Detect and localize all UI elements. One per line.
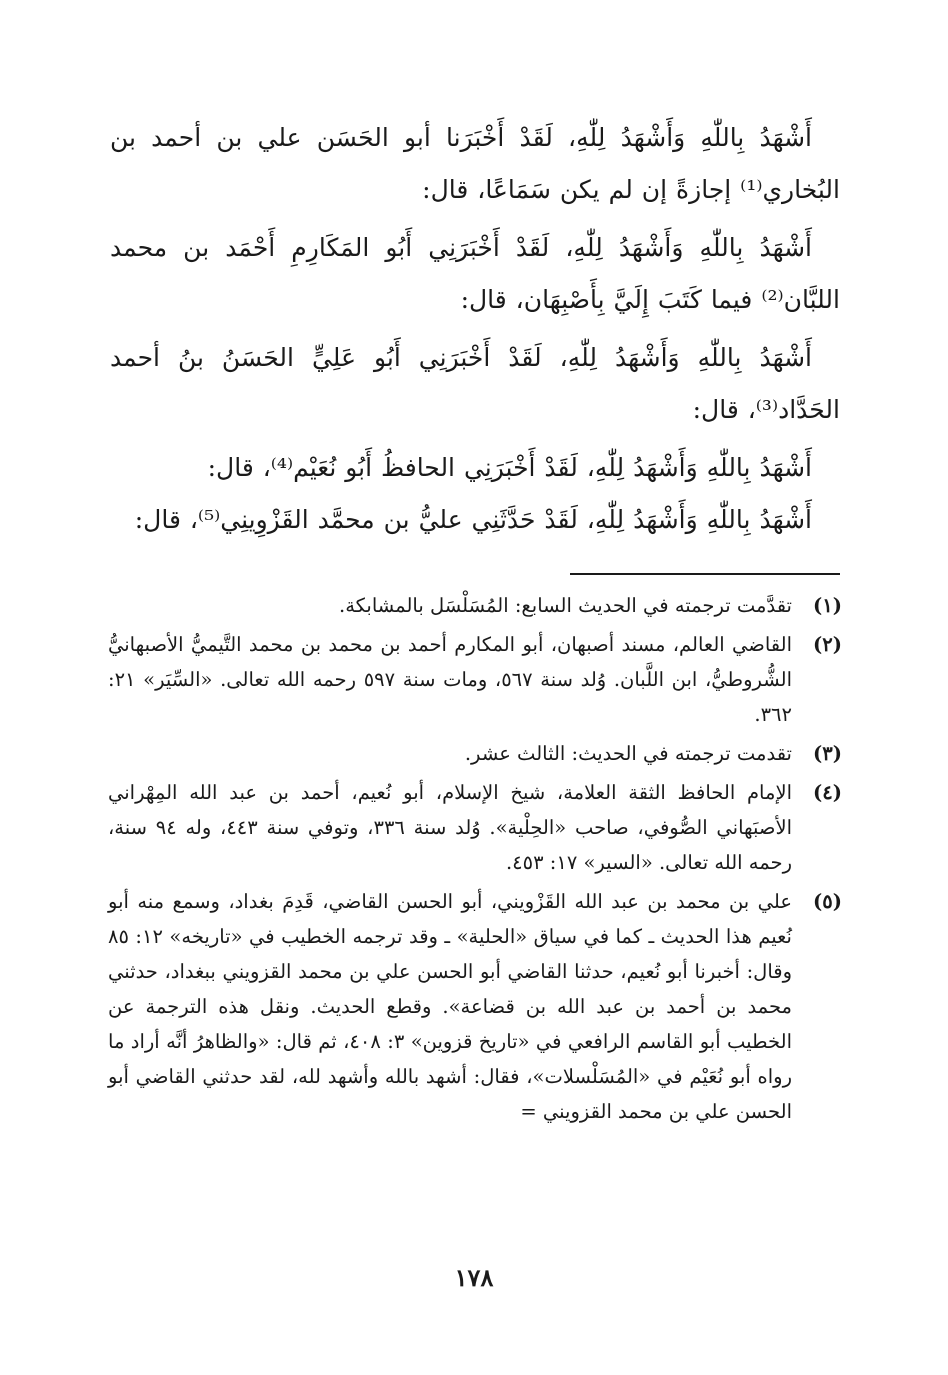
footnote-5 [108, 884, 842, 1129]
footnote-text: الإمام الحافظ الثقة العلامة، شيخ الإسلام، أبو نُعيم، أحمد بن عبد الله المِهْراني الأصبَهاني الصُّوفي، صاحب «الحِلْية». وُلد سنة ٣٣٦، وتوفي سنة ٤٤٣، وله ٩٤ سنة، رحمه الله تعالى. «السير» ١٧: ٤٥٣. [108, 781, 792, 874]
page-number: ١٧٨ [454, 1263, 494, 1292]
paragraph-isnad-5: أَشْهَدُ بِاللّٰهِ وَأَشْهَدُ لِلّٰهِ، لَقَدْ حَدَّثَنِي عليُّ بن محمَّد القَزْوِينِي⁽⁵⁾، قال: [134, 505, 812, 534]
footnote-3 [108, 736, 842, 771]
paragraph-isnad-4: أَشْهَدُ بِاللّٰهِ وَأَشْهَدُ لِلّٰهِ، لَقَدْ أَخْبَرَنِي الحافظُ أَبُو نُعَيْم⁽⁴⁾، قال: [207, 453, 812, 482]
footnote-1 [108, 588, 842, 623]
footnote-number: (٤) [813, 781, 842, 804]
footnote-text: القاضي العالم، مسند أصبهان، أبو المكارم أحمد بن محمد بن محمد التَّيميُّ الأصبهانيُّ الشُّروطيُّ، ابن اللَّبان. وُلد سنة ٥٦٧، ومات سنة ٥٩٧ رحمه الله تعالى. «السِّيَر» ٢١: ٣٦٢. [108, 633, 792, 726]
footnote-separator [570, 573, 840, 575]
paragraph-isnad-3: أَشْهَدُ بِاللّٰهِ وَأَشْهَدُ لِلّٰهِ، لَقَدْ أَخْبَرَنِي أَبُو عَلِيٍّ الحَسَنُ بنُ أحمد الحَدَّاد⁽³⁾، قال: [110, 343, 840, 424]
footnote-text: تقدمت ترجمته في الحديث: الثالث عشر. [464, 742, 792, 765]
footnote-text: علي بن محمد بن عبد الله القَزْويني، أبو الحسن القاضي، قَدِمَ بغداد، وسمع منه أبو نُعيم هذا الحديث ـ كما في سياق «الحلية» ـ وقد ترجمه الخطيب في «تاريخه» ١٢: ٨٥ وقال: أخبرنا أبو نُعيم، حدثنا القاضي أبو الحسن علي بن محمد القزويني ببغداد، حدثني محمد بن أحمد بن عبد الله بن قضاعة». وقطع الحديث. ونقل هذه الترجمة عن الخطيب أبو القاسم الرافعي في «تاريخ قزوين» ٣: ٤٠٨، ثم قال: «والظاهرُ أنَّه أراد ما رواه أبو نُعَيْم في «المُسَلْسلات»، فقال: أشهد بالله وأشهد لله، لقد حدثني القاضي أبو الحسن علي بن محمد القزويني = [108, 890, 792, 1123]
footnote-text: تقدَّمت ترجمته في الحديث السابع: المُسَلْسَل بالمشابكة. [339, 594, 792, 617]
paragraph-isnad-1: أَشْهَدُ بِاللّٰهِ وَأَشْهَدُ لِلّٰهِ، لَقَدْ أَخْبَرَنا أبو الحَسَن علي بن أحمد بن البُخاري⁽¹⁾ إجازةً إن لم يكن سَمَاعًا، قال: [110, 123, 840, 204]
footnote-number: (٥) [813, 890, 842, 913]
footnote-number: (٢) [813, 633, 842, 656]
paragraph-isnad-2: أَشْهَدُ بِاللّٰهِ وَأَشْهَدُ لِلّٰهِ، لَقَدْ أَخْبَرَنِي أَبُو المَكَارِمِ أَحْمَد بن محمد اللبَّان⁽²⁾ فيما كَتَبَ إِلَيَّ بِأَصْبِهَان، قال: [110, 233, 840, 314]
main-text [110, 112, 840, 552]
footnote-number: (١) [813, 594, 842, 617]
footnotes [108, 588, 842, 1133]
footnote-2 [108, 627, 842, 732]
footnote-number: (٣) [813, 742, 842, 765]
footnote-4 [108, 775, 842, 880]
